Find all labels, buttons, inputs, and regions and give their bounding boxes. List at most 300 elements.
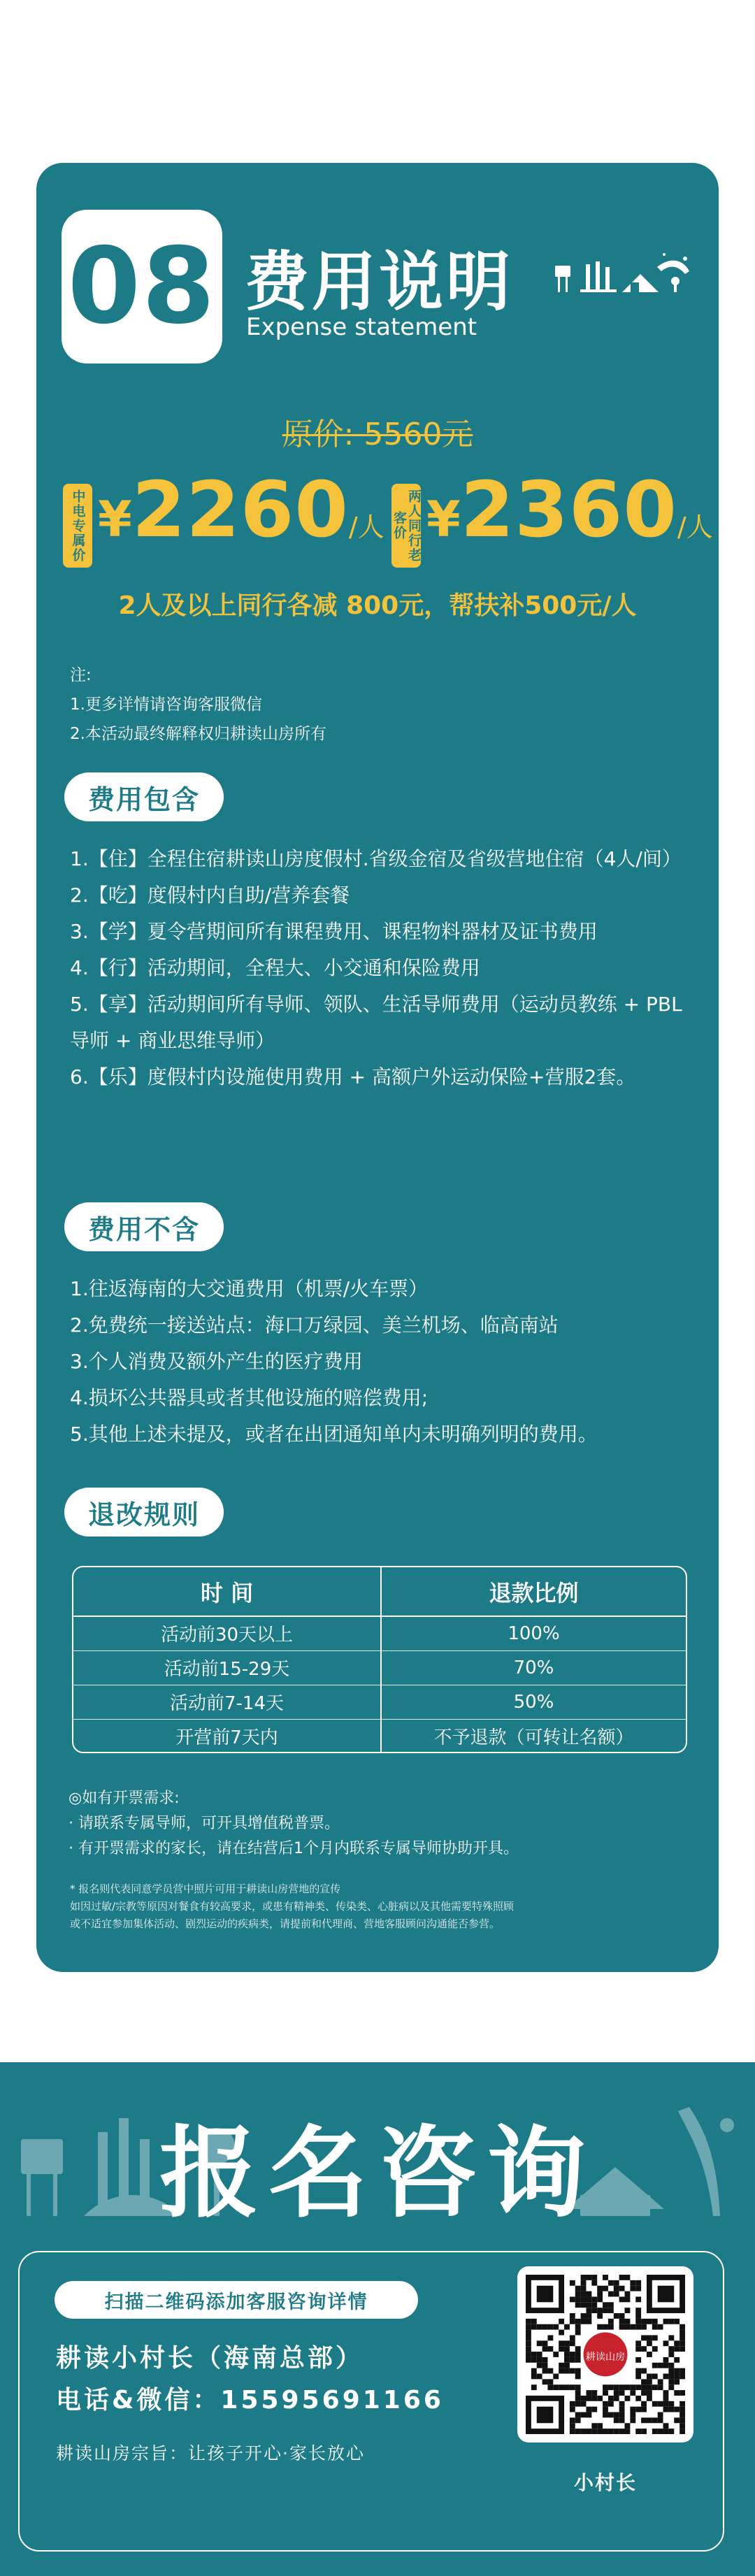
qr-module (680, 2340, 685, 2346)
qr-module (680, 2330, 685, 2336)
qr-module (635, 2286, 641, 2291)
qr-module (680, 2390, 685, 2396)
qr-module (680, 2374, 685, 2380)
qr-module (586, 2390, 591, 2396)
qr-module (614, 2384, 619, 2390)
qr-module (526, 2319, 531, 2324)
qr-module (531, 2357, 537, 2363)
qr-module (570, 2280, 575, 2286)
section-title: 费用说明 (245, 245, 514, 319)
qr-module (668, 2384, 674, 2390)
qr-module (591, 2423, 597, 2429)
table-cell: 100% (381, 1616, 686, 1650)
note-line: 2.本活动最终解释权归耕读山房所有 (70, 725, 326, 743)
qr-module (625, 2423, 631, 2429)
qr-module (652, 2335, 658, 2340)
qr-module (674, 2319, 680, 2324)
qr-module (526, 2324, 531, 2330)
qr-module (663, 2396, 669, 2401)
qr-module (608, 2302, 614, 2308)
qr-module (674, 2390, 680, 2396)
qr-module (597, 2313, 603, 2319)
qr-module (668, 2374, 674, 2380)
qr-module (635, 2346, 641, 2352)
note-line: 1.更多详情请咨询客服微信 (70, 696, 262, 714)
qr-module (559, 2368, 564, 2374)
invoice-line: · 有开票需求的家长，请在结营后1个月内联系专属导师协助开具。 (69, 1840, 519, 1857)
qr-module (581, 2313, 587, 2319)
included-section-label: 费用包含 (64, 772, 224, 821)
qr-module (625, 2291, 631, 2297)
qr-module (608, 2324, 614, 2330)
qr-module (537, 2363, 542, 2368)
qr-module (570, 2407, 575, 2412)
qr-module (570, 2384, 575, 2390)
qr-module (526, 2357, 531, 2363)
qr-module (581, 2302, 587, 2308)
qr-module (658, 2379, 663, 2384)
qr-module (680, 2412, 685, 2418)
qr-module (581, 2401, 587, 2407)
qr-module (597, 2324, 603, 2330)
qr-module (603, 2286, 608, 2291)
qr-module (531, 2319, 537, 2324)
qr-caption: 小村长 (573, 2471, 637, 2494)
qr-module (603, 2324, 608, 2330)
qr-module (547, 2346, 553, 2352)
table-row (73, 1650, 686, 1685)
qr-module (674, 2346, 680, 2352)
qr-module (680, 2417, 685, 2423)
notes (70, 661, 326, 749)
qr-module (586, 2429, 591, 2434)
qr-module (575, 2417, 581, 2423)
qr-module (586, 2302, 591, 2308)
qr-module (597, 2396, 603, 2401)
qr-module (575, 2291, 581, 2297)
qr-module (619, 2384, 625, 2390)
qr-module (635, 2324, 641, 2330)
qr-module (537, 2352, 542, 2357)
qr-module (625, 2296, 631, 2302)
qr-module (680, 2368, 685, 2374)
qr-module (668, 2429, 674, 2434)
qr-module (559, 2384, 564, 2390)
qr-module (575, 2374, 581, 2380)
qr-module (575, 2302, 581, 2308)
table-cell: 活动前7-14天 (73, 1685, 381, 1719)
qr-module (630, 2286, 635, 2291)
qr-module (575, 2352, 581, 2357)
qr-module (625, 2384, 631, 2390)
qr-module (581, 2296, 587, 2302)
qr-module (635, 2280, 641, 2286)
qr-module (680, 2324, 685, 2330)
qr-module (564, 2324, 570, 2330)
qr-module (647, 2340, 652, 2346)
signup-title: 报名咨询 (159, 2116, 596, 2231)
qr-module (614, 2417, 619, 2423)
qr-module (542, 2363, 548, 2368)
qr-module (586, 2275, 591, 2280)
qr-module (591, 2302, 597, 2308)
qr-module (542, 2379, 548, 2384)
qr-module (608, 2319, 614, 2324)
section-subtitle: Expense statement (246, 313, 477, 341)
qr-module (603, 2384, 608, 2390)
qr-module (641, 2407, 647, 2412)
qr-module (581, 2291, 587, 2297)
qr-module (547, 2368, 553, 2374)
qr-module (564, 2346, 570, 2352)
qr-module (663, 2340, 669, 2346)
qr-module (663, 2407, 669, 2412)
qr-module (575, 2429, 581, 2434)
qr-module (663, 2357, 669, 2363)
qr-module (663, 2363, 669, 2368)
qr-module (553, 2352, 559, 2357)
list-item: 1.往返海南的大交通费用（机票/火车票） (70, 1277, 429, 1300)
qr-module (641, 2346, 647, 2352)
qr-module (597, 2308, 603, 2313)
qr-module (586, 2396, 591, 2401)
qr-module (559, 2340, 564, 2346)
qr-module (591, 2308, 597, 2313)
qr-module (570, 2357, 575, 2363)
qr-module (630, 2412, 635, 2418)
qr-module (635, 2313, 641, 2319)
qr-module (603, 2275, 608, 2280)
qr-module (531, 2374, 537, 2380)
qr-module (570, 2296, 575, 2302)
table-row (73, 1616, 686, 1650)
qr-module (564, 2340, 570, 2346)
qr-module (526, 2352, 531, 2357)
qr-module (614, 2286, 619, 2291)
qr-module (668, 2346, 674, 2352)
member-price: ¥2260/人 (98, 465, 384, 554)
qr-module (680, 2423, 685, 2429)
qr-module (625, 2429, 631, 2434)
qr-module (591, 2390, 597, 2396)
qr-module (614, 2313, 619, 2319)
qr-module (586, 2412, 591, 2418)
qr-module (635, 2319, 641, 2324)
qr-module (663, 2401, 669, 2407)
qr-module (608, 2396, 614, 2401)
qr-module (575, 2286, 581, 2291)
qr-module (597, 2286, 603, 2291)
qr-module (575, 2296, 581, 2302)
qr-module (619, 2412, 625, 2418)
qr-module (542, 2357, 548, 2363)
qr-module (570, 2429, 575, 2434)
qr-module (547, 2335, 553, 2340)
qr-module (597, 2429, 603, 2434)
qr-module (663, 2429, 669, 2434)
table-cell: 不予退款（可转让名额） (381, 1719, 686, 1753)
qr-module (658, 2417, 663, 2423)
qr-module (553, 2374, 559, 2380)
invoice-notes (69, 1786, 519, 1862)
qr-module (603, 2412, 608, 2418)
qr-module (619, 2390, 625, 2396)
qr-module (663, 2423, 669, 2429)
qr-module (674, 2357, 680, 2363)
qr-module (668, 2363, 674, 2368)
qr-module (531, 2384, 537, 2390)
qr-module (575, 2330, 581, 2336)
qr-module (570, 2417, 575, 2423)
qr-module (652, 2384, 658, 2390)
qr-center-logo: 耕读山房 (585, 2351, 626, 2363)
qr-module (608, 2429, 614, 2434)
qr-module (575, 2390, 581, 2396)
list-item: 2.【吃】度假村内自助/营养套餐 (70, 884, 350, 907)
notes-heading: 注: (70, 666, 92, 684)
returning-customer-price: ¥2360/人 (426, 465, 713, 554)
scan-qr-label: 扫描二维码添加客服咨询详情 (55, 2281, 418, 2319)
qr-module (603, 2308, 608, 2313)
qr-module (674, 2417, 680, 2423)
qr-module (542, 2346, 548, 2352)
qr-module (564, 2363, 570, 2368)
qr-module (619, 2296, 625, 2302)
qr-module (608, 2291, 614, 2297)
qr-module (652, 2417, 658, 2423)
qr-module (674, 2368, 680, 2374)
refund-table (72, 1566, 687, 1753)
qr-module (526, 2330, 531, 2336)
qr-module (658, 2412, 663, 2418)
qr-module (547, 2324, 553, 2330)
qr-module (526, 2346, 531, 2352)
qr-module (641, 2429, 647, 2434)
qr-module (680, 2346, 685, 2352)
disclaimer-line: * 报名则代表同意学员营中照片可用于耕读山房营地的宣传 (70, 1883, 341, 1895)
qr-module (635, 2384, 641, 2390)
qr-module (652, 2401, 658, 2407)
qr-module (575, 2401, 581, 2407)
qr-module (570, 2368, 575, 2374)
qr-code-icon[interactable] (526, 2275, 685, 2434)
qr-module (597, 2423, 603, 2429)
qr-module (531, 2324, 537, 2330)
header-cell: 时 间 (73, 1567, 381, 1616)
qr-module (658, 2384, 663, 2390)
qr-module (586, 2308, 591, 2313)
qr-module (635, 2396, 641, 2401)
qr-module (663, 2390, 669, 2396)
qr-module (641, 2335, 647, 2340)
qr-module (581, 2286, 587, 2291)
qr-module (668, 2368, 674, 2374)
qr-module (553, 2384, 559, 2390)
disclaimer (70, 1880, 685, 1933)
qr-module (603, 2401, 608, 2407)
qr-module (641, 2324, 647, 2330)
qr-module (641, 2401, 647, 2407)
qr-module (586, 2313, 591, 2319)
qr-module (641, 2417, 647, 2423)
list-item: 5.【享】活动期间所有导师、领队、生活导师费用（运动员教练 + PBL导师 + 商业思维导师） (70, 993, 682, 1052)
list-item: 6.【乐】度假村内设施使用费用 + 高额户外运动保险+营服2套。 (70, 1065, 636, 1088)
qr-module (647, 2390, 652, 2396)
qr-module (614, 2412, 619, 2418)
table-cell: 活动前15-29天 (73, 1650, 381, 1685)
qr-module (575, 2368, 581, 2374)
disclaimer-line: 如因过敏/宗教等原因对餐食有较高要求，或患有精神类、传染类、心脏病以及其他需要特殊照顾 (70, 1900, 515, 1913)
qr-module (581, 2412, 587, 2418)
qr-module (630, 2417, 635, 2423)
qr-module (564, 2352, 570, 2357)
qr-module (625, 2308, 631, 2313)
qr-module (603, 2390, 608, 2396)
qr-module (674, 2379, 680, 2384)
qr-module (537, 2324, 542, 2330)
qr-module (608, 2384, 614, 2390)
table-cell: 开营前7天内 (73, 1719, 381, 1753)
qr-module (575, 2357, 581, 2363)
qr-module (575, 2319, 581, 2324)
list-item: 3.个人消费及额外产生的医疗费用 (70, 1350, 363, 1373)
qr-module (537, 2357, 542, 2363)
invoice-line: ◎如有开票需求: (69, 1790, 180, 1807)
table-row (73, 1685, 686, 1719)
qr-module (635, 2368, 641, 2374)
qr-module (597, 2296, 603, 2302)
qr-module (597, 2291, 603, 2297)
qr-module (625, 2396, 631, 2401)
qr-module (619, 2275, 625, 2280)
qr-module (581, 2275, 587, 2280)
list-item: 3.【学】夏令营期间所有课程费用、课程物料器材及证书费用 (70, 920, 598, 943)
member-price-tag: 中电专属价 (63, 484, 92, 568)
qr-module (608, 2412, 614, 2418)
qr-module (559, 2319, 564, 2324)
table-header-row (73, 1567, 686, 1616)
disclaimer-line: 或不适宜参加集体活动、剧烈运动的疾病类，请提前和代理商、营地客服顾问沟通能否参营。 (70, 1917, 501, 1930)
qr-module (570, 2423, 575, 2429)
qr-module (581, 2280, 587, 2286)
qr-module (619, 2417, 625, 2423)
qr-module (652, 2324, 658, 2330)
table-cell: 活动前30天以上 (73, 1616, 381, 1650)
qr-module (553, 2324, 559, 2330)
qr-module (668, 2407, 674, 2412)
refund-section-label: 退改规则 (64, 1488, 224, 1537)
qr-module (652, 2374, 658, 2380)
qr-module (603, 2429, 608, 2434)
qr-module (603, 2302, 608, 2308)
qr-module (570, 2401, 575, 2407)
qr-module (668, 2379, 674, 2384)
qr-module (586, 2407, 591, 2412)
qr-module (542, 2368, 548, 2374)
qr-module (614, 2429, 619, 2434)
qr-module (641, 2390, 647, 2396)
qr-module (680, 2401, 685, 2407)
qr-module (542, 2340, 548, 2346)
qr-module (575, 2396, 581, 2401)
table-row (73, 1719, 686, 1753)
qr-module (564, 2384, 570, 2390)
qr-module (575, 2412, 581, 2418)
qr-module (635, 2374, 641, 2380)
qr-module (674, 2374, 680, 2380)
table-cell: 50% (381, 1685, 686, 1719)
qr-module (630, 2280, 635, 2286)
qr-module (619, 2286, 625, 2291)
excluded-list (70, 1271, 685, 1453)
qr-module (630, 2384, 635, 2390)
qr-module (647, 2379, 652, 2384)
contact-phone[interactable]: 电话&微信：15595691166 (56, 2386, 444, 2415)
qr-module (526, 2335, 531, 2340)
qr-module (559, 2346, 564, 2352)
qr-module (581, 2319, 587, 2324)
qr-module (630, 2390, 635, 2396)
original-price: 原价: 5560元 (282, 417, 473, 452)
qr-module (575, 2324, 581, 2330)
qr-module (591, 2275, 597, 2280)
qr-module (663, 2319, 669, 2324)
qr-module (641, 2319, 647, 2324)
qr-module (625, 2275, 631, 2280)
qr-module (635, 2429, 641, 2434)
qr-module (526, 2340, 531, 2346)
qr-module (570, 2319, 575, 2324)
list-item: 2.免费统一接送站点：海口万绿园、美兰机场、临高南站 (70, 1314, 559, 1337)
qr-module (658, 2363, 663, 2368)
qr-module (564, 2368, 570, 2374)
qr-module (641, 2379, 647, 2384)
header-cell: 退款比例 (381, 1567, 686, 1616)
qr-module (619, 2407, 625, 2412)
qr-module (608, 2401, 614, 2407)
qr-module (591, 2429, 597, 2434)
qr-module (668, 2335, 674, 2340)
qr-module (619, 2313, 625, 2319)
qr-module (647, 2417, 652, 2423)
qr-module (614, 2280, 619, 2286)
contact-name: 耕读小村长（海南总部） (56, 2344, 364, 2373)
qr-module (614, 2390, 619, 2396)
section-number-badge: 08 (62, 210, 222, 364)
qr-module (586, 2296, 591, 2302)
qr-module (652, 2363, 658, 2368)
qr-module (570, 2313, 575, 2319)
qr-module (658, 2324, 663, 2330)
list-item: 1.【住】全程住宿耕读山房度假村.省级金宿及省级营地住宿（4人/间） (70, 847, 682, 870)
qr-module (586, 2291, 591, 2297)
qr-module (619, 2401, 625, 2407)
qr-module (630, 2407, 635, 2412)
table-cell: 70% (381, 1650, 686, 1685)
qr-module (625, 2319, 631, 2324)
qr-module (608, 2280, 614, 2286)
qr-module (581, 2396, 587, 2401)
qr-module (531, 2368, 537, 2374)
qr-module (575, 2346, 581, 2352)
qr-module (658, 2401, 663, 2407)
qr-module (680, 2429, 685, 2434)
qr-module (658, 2429, 663, 2434)
list-item: 4.损坏公共器具或者其他设施的赔偿费用; (70, 1386, 429, 1409)
returning-customer-price-tag: 两人同行老客价 (391, 484, 421, 568)
excluded-section-label: 费用不含 (64, 1202, 224, 1251)
qr-module (575, 2384, 581, 2390)
